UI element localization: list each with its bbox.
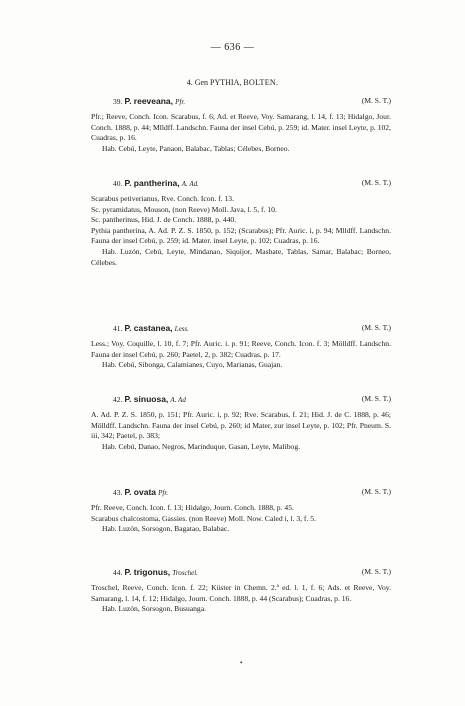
entry-body [91, 583, 391, 615]
entry-heading [91, 487, 391, 499]
synonymy-text: Scarabus chalcostoma, Gassies. (non Reeve) Moll. Now. Caled i, l. 3, f. 5. [91, 513, 316, 523]
page-number: — 636 — [210, 42, 255, 53]
synonymy-text: A. Ad. P. Z. S. 1850, p. 151; Pfr. Auric. i, p. 92; Rve. Scarabus, f. 21; Hid. J. de C. 1888, p. 46; Mölldff. Landschn. Fauna der insel Cebú, p. 260; id Mater, zur insel Leyte, p. 102; Pfr. Pneum. S. iii, 342; Paetel, p. 383; [91, 410, 391, 441]
entry-number: 44. [113, 568, 123, 577]
synonymy-text: Troschel, Reeve, Conch. Icon. f. 22; Küster in Chemn. 2.ª ed. l. 1, f. 6; Ads. et Reeve, Voy. Samarang, l. 14, f. 12; Hidalgo, Journ. Conch. 1888, p. 44 (Scarabus); Cuadras, p. 16. [91, 583, 391, 603]
locality-code: (M. S. T.) [361, 178, 391, 187]
species-entry [91, 96, 391, 154]
genus-author: BOLTEN. [243, 78, 279, 87]
entry-heading [91, 394, 391, 406]
genus-name: PYTHIA, [210, 78, 242, 87]
habitat-text: Hab. Cebú, Danao, Negros, Marinduque, Gasan, Leyte, Malibog. [102, 441, 301, 451]
entry-body [91, 410, 391, 452]
synonymy-text: Less.; Voy. Coquille, l. 10, f. 7; Pfr. Auric. i. p. 91; Reeve, Conch. Icon. f. 3; Mölldff. Landschn. Fauna der insel Cebú, p. 260; Paetel, 2, p. 382; Cuadras, p. 17. [91, 339, 391, 359]
species-author: A. Ad. [181, 180, 199, 188]
species-name: P. trigonus, [124, 567, 171, 577]
genus-label: Gen [194, 78, 209, 87]
species-entry [91, 394, 391, 452]
species-author: Troschel. [172, 569, 198, 577]
entry-heading [91, 178, 391, 190]
synonymy-text: Sc. pyramidatus, Mouson, (non Reeve) Moll. Java, l. 5, f. 10. [91, 204, 277, 214]
species-entry [91, 567, 391, 615]
entry-number: 40. [113, 179, 123, 188]
locality-code: (M. S. T.) [361, 567, 391, 576]
entry-body [91, 194, 391, 268]
entry-number: 43. [113, 488, 123, 497]
species-entry [91, 323, 391, 371]
habitat-text: Hab. Cebú, Leyte, Panaon, Balabac, Tablas; Célebes, Borneo. [102, 143, 290, 153]
habitat-text: Hab. Luzón, Sorsogon, Bagatao, Balabac. [102, 524, 230, 534]
species-entry [91, 487, 391, 535]
habitat-text: Hab. Cebú, Sibonga, Calamianes, Cuyo, Marianas, Guajan. [102, 360, 283, 370]
locality-code: (M. S. T.) [361, 487, 391, 496]
entry-heading [91, 567, 391, 579]
locality-code: (M. S. T.) [361, 394, 391, 403]
synonymy-text: Sc. pantherinus, Hid. J. de Conch. 1888, p. 440. [91, 215, 237, 225]
species-name: P. sinuosa, [124, 394, 169, 404]
locality-code: (M. S. T.) [361, 96, 391, 105]
species-author: Less. [174, 325, 189, 333]
entry-heading [91, 96, 391, 108]
synonymy-text: Scarabus petiverianus, Rve. Conch. Icon. f. 13. [91, 194, 234, 203]
locality-code: (M. S. T.) [361, 323, 391, 332]
entry-number: 39. [113, 97, 123, 106]
entry-body [91, 503, 391, 535]
synonymy-text: Pythia pantherina, A. Ad. P. Z. S. 1850, p. 152; (Scarabus); Pfr. Auric. i, p. 94; Mlldff. Landschn. Fauna der insel Cebú, p. 259; id. Mater. insel Leyte, p. 102; Cuadras, p. 16. [91, 225, 391, 246]
entry-body [91, 339, 391, 371]
entry-body [91, 112, 391, 154]
entry-heading [91, 323, 391, 335]
species-name: P. reeveana, [124, 96, 174, 106]
species-author: Pfr. [175, 98, 186, 106]
synonymy-text: Pfr.; Reeve, Conch. Icon. Scarabus, f. 6; Ad. et Reeve, Voy. Samarang, l. 14, f. 13; Hidalgo, Jour. Conch. 1888, p. 44; Mlldff. Landschn. Fauna der insel Cebú, p. 259; id. Mater. insel Leyte, p. 102, Cuadras, p. 16. [91, 112, 391, 143]
habitat-text: Hab. Luzón, Cebú, Leyte, Mindanao, Siquijor, Masbate, Tablas, Samar, Balabac; Borneo, Célebes. [91, 246, 391, 267]
habitat-text: Hab. Luzón, Sorsogon, Busuanga. [102, 604, 206, 614]
genus-heading [0, 78, 465, 87]
synonymy-text: Pfr. Reeve, Conch. Icon. f. 13; Hidalgo, Journ. Conch. 1888, p. 45. [91, 503, 294, 512]
species-name: P. ovata [124, 487, 157, 497]
genus-number: 4. [186, 78, 193, 87]
species-name: P. pantherina, [124, 178, 180, 188]
species-author: A. Ad [170, 396, 186, 404]
species-entry [91, 178, 391, 268]
end-mark: • [240, 659, 243, 667]
entry-number: 41. [113, 324, 123, 333]
species-name: P. castanea, [124, 323, 173, 333]
entry-number: 42. [113, 395, 123, 404]
species-author: Pfr. [158, 489, 169, 497]
